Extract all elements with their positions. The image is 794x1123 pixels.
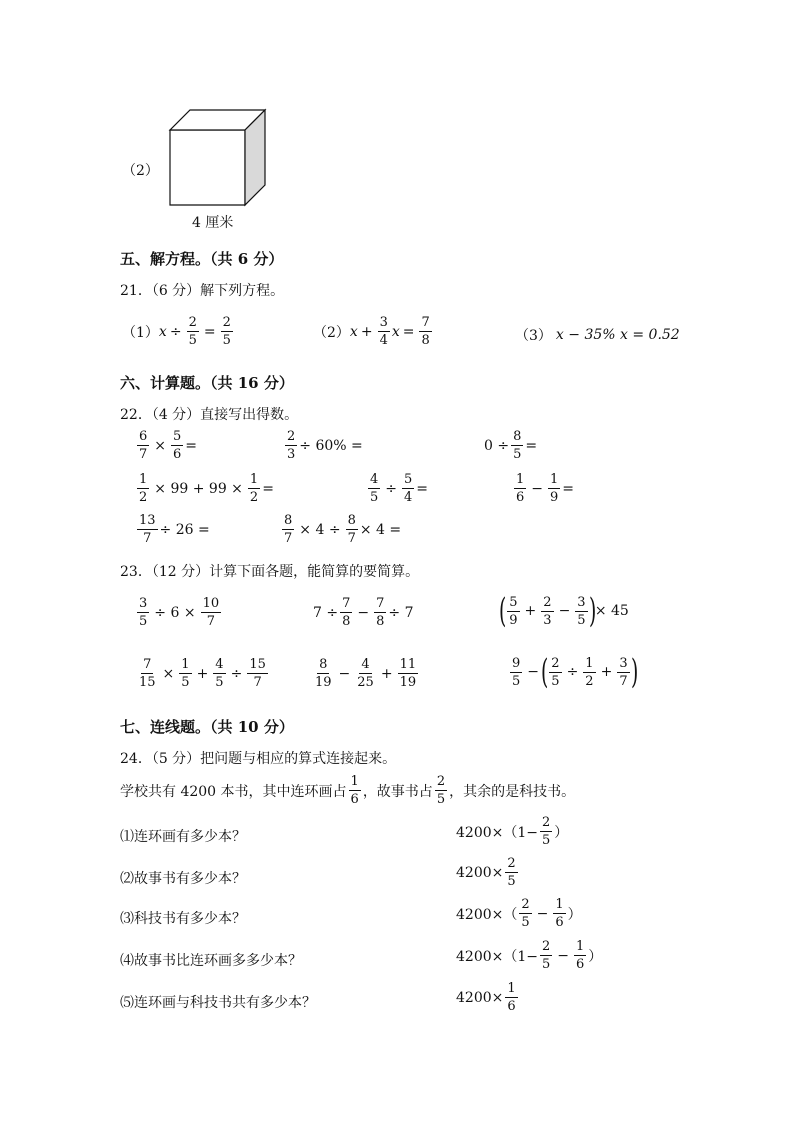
q24-stem: 24．（5 分）把问题与相应的算式连接起来。 bbox=[120, 751, 397, 767]
cube-figure bbox=[165, 105, 275, 210]
match-formula-5: 4200× $\frac{1}{6}$ bbox=[456, 981, 516, 1014]
eq1-label: （1） bbox=[122, 324, 159, 341]
q21-stem: 21．（6 分）解下列方程。 bbox=[120, 283, 285, 299]
match-formula-3: 4200×（ $\frac{2}{5}$ − $\frac{1}{6}$ ） bbox=[456, 897, 582, 930]
eq1-x: x bbox=[158, 323, 167, 340]
equation-1 bbox=[122, 316, 235, 347]
q23-calc-1: $\frac{3}{5}$ ÷ 6 × $\frac{10}{7}$ bbox=[139, 596, 220, 629]
equation-3 bbox=[515, 325, 680, 345]
q22-expr-4: $\frac{1}{2}$ × 99 + 99 × $\frac{1}{2}$ = bbox=[139, 472, 274, 505]
q23-stem: 23．（12 分）计算下面各题，能简算的要简算。 bbox=[120, 564, 420, 580]
section6-title: 六、计算题。（共 16 分） bbox=[120, 374, 294, 392]
match-formula-4: 4200×（1− $\frac{2}{5}$ − $\frac{1}{6}$ ） bbox=[456, 939, 603, 972]
q22-expr-7: $\frac{13}{7}$ ÷ 26 = bbox=[139, 513, 210, 546]
figure-label: （2） bbox=[122, 163, 159, 179]
eq1-equals: = bbox=[203, 323, 216, 340]
q23-calc-4: $\frac{7}{15}$ × $\frac{1}{5}$ + $\frac{4}{5}$ ÷ $\frac{15}{7}$ bbox=[139, 657, 266, 690]
match-question-1: ⑴连环画有多少本？ bbox=[120, 829, 246, 845]
eq2-frac-a: $\frac{3}{4}$ bbox=[379, 315, 388, 348]
eq1-frac-a: $\frac{2}{5}$ bbox=[188, 315, 197, 348]
q22-expr-2: $\frac{2}{3}$ ÷ 60% = bbox=[287, 429, 363, 462]
q23-calc-3: ( $\frac{5}{9}$ + $\frac{2}{3}$ − $\frac{3}{5}$ ) × 45 bbox=[498, 591, 629, 631]
equation-2 bbox=[313, 316, 434, 347]
q24-intro: 学校共有 4200 本书，其中连环画占 $\frac{1}{6}$ ，故事书占 $\frac{2}{5}$ ，其余的是科技书。 bbox=[120, 774, 576, 807]
eq3-label: （3） bbox=[515, 328, 552, 344]
eq3-expr: x − 35% x = 0.52 bbox=[555, 327, 680, 343]
section5-title: 五、解方程。（共 6 分） bbox=[120, 250, 284, 268]
eq1-frac-b: $\frac{2}{5}$ bbox=[222, 315, 231, 348]
eq2-x: x bbox=[349, 323, 358, 340]
eq2-label: （2） bbox=[313, 324, 350, 341]
q22-expr-5: $\frac{4}{5}$ ÷ $\frac{5}{4}$ = bbox=[370, 472, 429, 505]
q23-calc-2: 7 ÷ $\frac{7}{8}$ − $\frac{7}{8}$ ÷ 7 bbox=[313, 596, 414, 629]
section7-title: 七、连线题。（共 10 分） bbox=[120, 718, 294, 736]
q22-expr-3: 0 ÷ $\frac{8}{5}$ = bbox=[484, 429, 538, 462]
match-question-4: ⑷故事书比连环画多多少本？ bbox=[120, 953, 302, 969]
match-question-2: ⑵故事书有多少本？ bbox=[120, 871, 246, 887]
q22-expr-6: $\frac{1}{6}$ − $\frac{1}{9}$ = bbox=[516, 472, 575, 505]
match-question-3: ⑶科技书有多少本？ bbox=[120, 911, 246, 927]
match-question-5: ⑸连环画与科技书共有多少本？ bbox=[120, 995, 316, 1011]
eq1-op: ÷ bbox=[169, 323, 182, 340]
q22-expr-1: $\frac{6}{7}$ × $\frac{5}{6}$ = bbox=[139, 429, 198, 462]
cube-dimension-label: 4 厘米 bbox=[192, 215, 234, 231]
match-formula-2: 4200× $\frac{2}{5}$ bbox=[456, 856, 516, 889]
q22-stem: 22．（4 分）直接写出得数。 bbox=[120, 407, 299, 423]
match-formula-1: 4200×（1− $\frac{2}{5}$ ） bbox=[456, 815, 569, 848]
eq2-op: + bbox=[360, 323, 373, 340]
q22-expr-8: $\frac{8}{7}$ × 4 ÷ $\frac{8}{7}$ × 4 = bbox=[284, 513, 402, 546]
eq2-equals: = bbox=[402, 323, 415, 340]
q23-calc-6: $\frac{9}{5}$ − ( $\frac{2}{5}$ ÷ $\frac{1}{2}$ + $\frac{3}{7}$ ) bbox=[512, 652, 638, 692]
q23-calc-5: $\frac{8}{19}$ − $\frac{4}{25}$ + $\frac{11}{19}$ bbox=[315, 657, 417, 690]
eq2-frac-b: $\frac{7}{8}$ bbox=[421, 315, 430, 348]
eq2-x2: x bbox=[391, 323, 400, 340]
